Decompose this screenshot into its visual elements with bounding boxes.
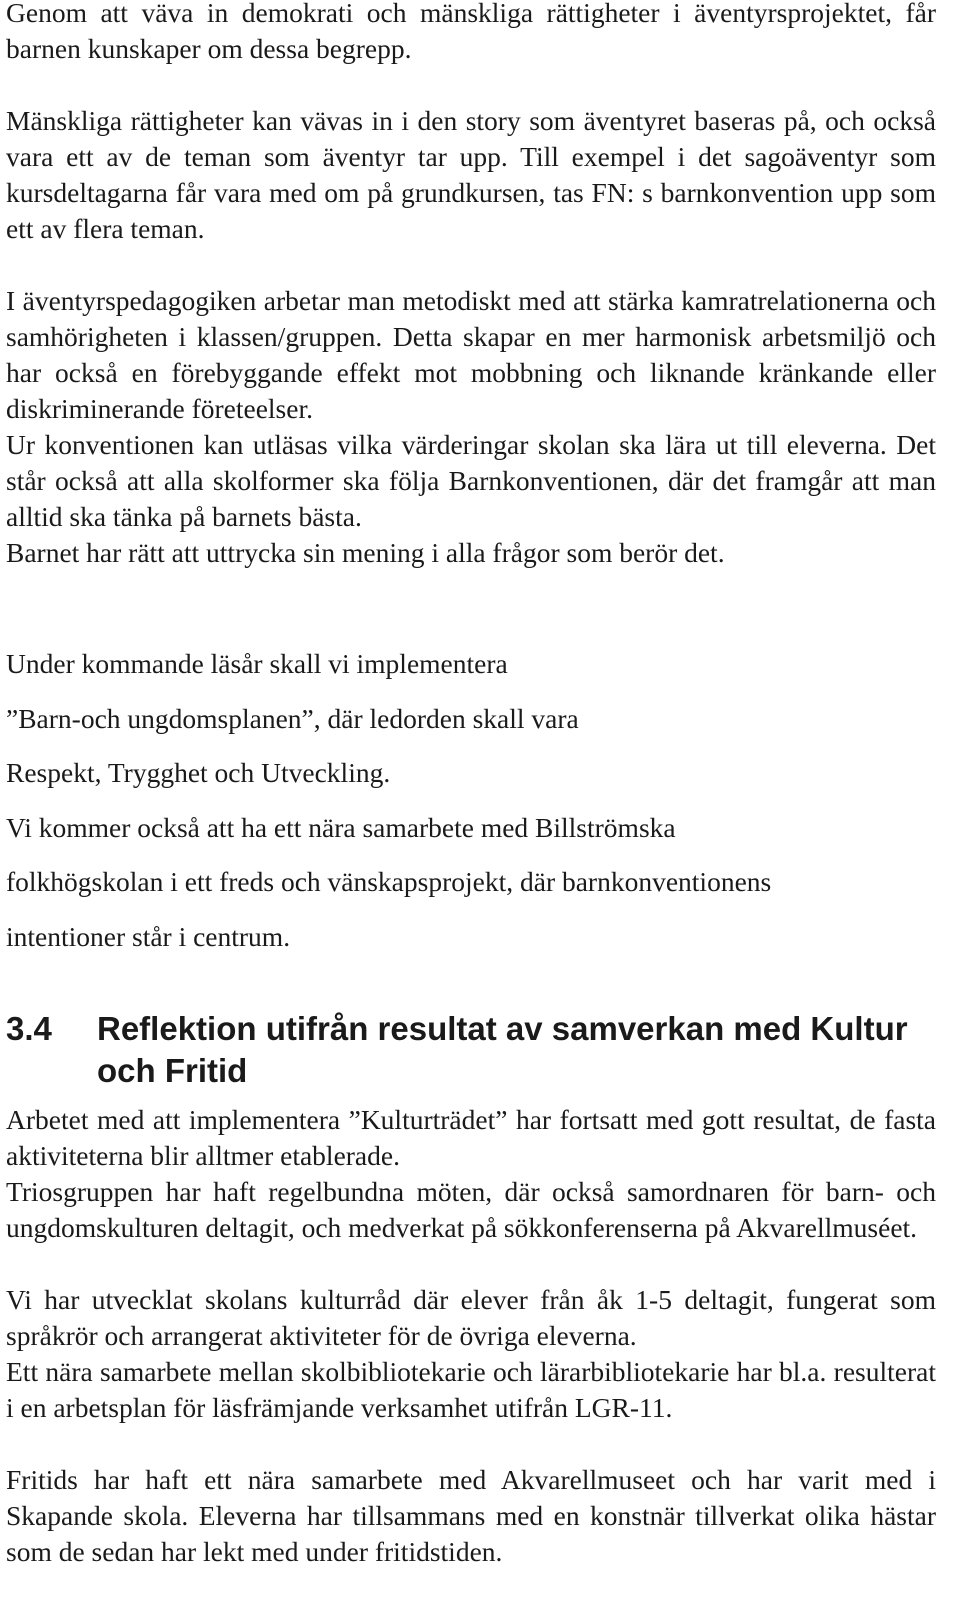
paragraph-culture-tree: Arbetet med att implementera ”Kulturträdet” har fortsatt med gott resultat, de fasta aktiviteterna blir alltmer etablerade.: [6, 1104, 936, 1171]
paragraph-human-rights: Mänskliga rättigheter kan vävas in i den story som äventyret baseras på, och också vara ett av de teman som äventyr tar upp. Till exempel i det sagoäventyr som kursdeltagarna får vara med om på grundkursen, tas FN: s barnkonvention upp som ett av flera teman.: [6, 105, 936, 244]
section-title: Reflektion utifrån resultat av samverkan med Kultur och Fritid: [97, 1010, 908, 1089]
paragraph-library-collaboration: Ett nära samarbete mellan skolbibliotekarie och lärarbibliotekarie har bl.a. resulterat i en arbetsplan för läsfrämjande verksamhet utifrån LGR-11.: [6, 1356, 936, 1423]
paragraph-convention-values: Ur konventionen kan utläsas vilka värderingar skolan ska lära ut till eleverna. Det står också att alla skolformer ska följa Barnkonventionen, där det framgår att man alltid ska tänka på barnets bästa.: [6, 429, 936, 532]
paragraph-democracy: Genom att väva in demokrati och mänskliga rättigheter i äventyrsprojektet, får barnen kunskaper om dessa begrepp.: [6, 0, 936, 64]
paragraph-adventure-pedagogy: I äventyrspedagogiken arbetar man metodiskt med att stärka kamratrelationerna och samhörigheten i klassen/gruppen. Detta skapar en mer harmonisk arbetsmiljö och har också en förebyggande effekt mot mobbning och liknande kränkande eller diskriminerande företeelser.: [6, 285, 936, 424]
plan-line-5: folkhögskolan i ett freds och vänskapsprojekt, där barnkonventionens: [6, 866, 772, 897]
plan-line-2: ”Barn-och ungdomsplanen”, där ledorden skall vara: [6, 703, 579, 734]
paragraph-child-rights: Barnet har rätt att uttrycka sin mening i alla frågor som berör det.: [6, 537, 725, 568]
plan-line-3: Respekt, Trygghet och Utveckling.: [6, 757, 391, 788]
plan-line-6: intentioner står i centrum.: [6, 921, 291, 952]
section-number: 3.4: [6, 1010, 52, 1047]
section-heading: [6, 1008, 936, 1092]
paragraph-culture-council: Vi har utvecklat skolans kulturråd där elever från åk 1-5 deltagit, fungerat som språkrör och arrangerat aktiviteter för de övriga eleverna.: [6, 1284, 936, 1351]
paragraph-fritids: Fritids har haft ett nära samarbete med Akvarellmuseet och har varit med i Skapande skola. Eleverna har tillsammans med en konstnär tillverkat olika hästar som de sedan har lekt med under fritidstiden.: [6, 1464, 936, 1567]
paragraph-trios-group: Triosgruppen har haft regelbundna möten, där också samordnaren för barn- och ungdomskulturen deltagit, och medverkat på sökkonferenserna på Akvarellmuséet.: [6, 1176, 936, 1243]
plan-line-1: Under kommande läsår skall vi implementera: [6, 648, 508, 679]
plan-line-4: Vi kommer också att ha ett nära samarbete med Billströmska: [6, 812, 676, 843]
